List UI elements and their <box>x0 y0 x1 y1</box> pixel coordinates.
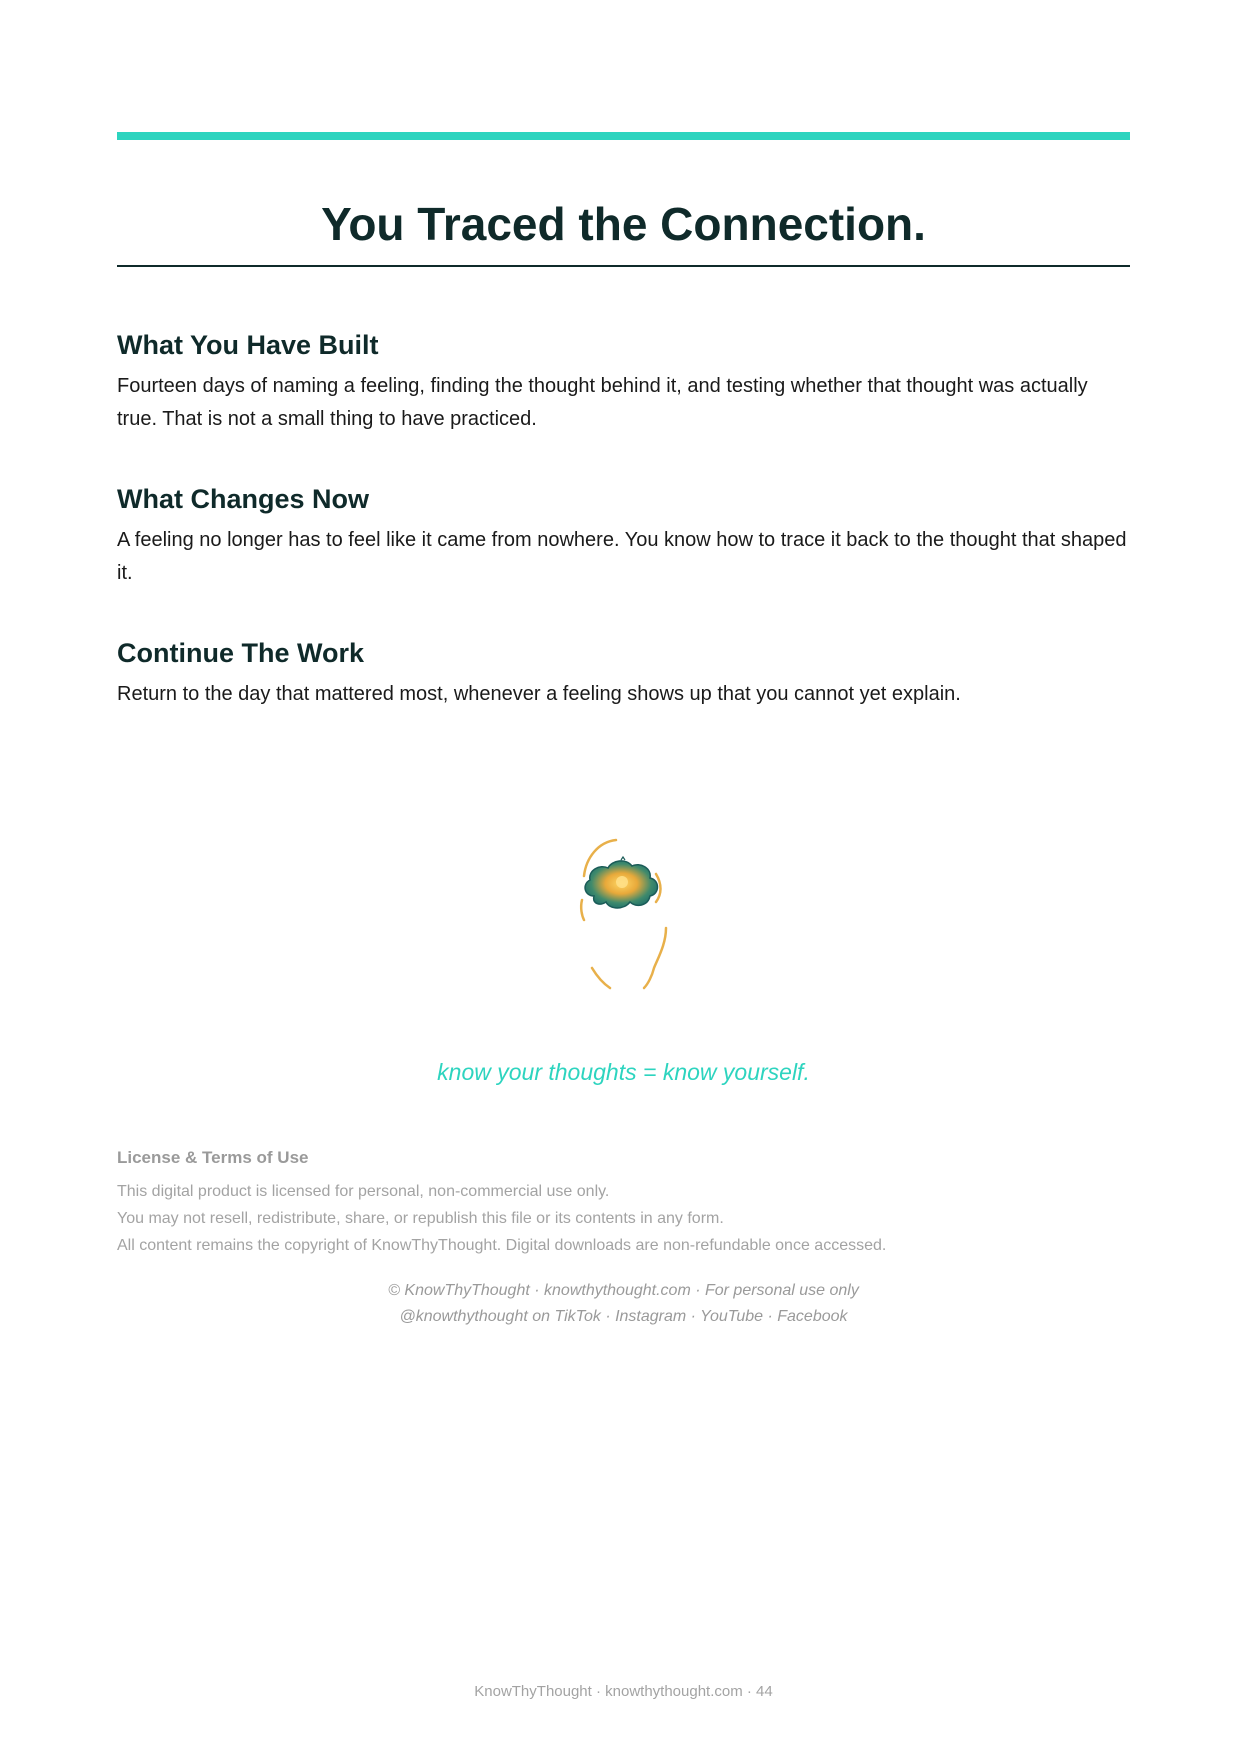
section-body: Fourteen days of naming a feeling, finding the thought behind it, and testing whether that thought was actually true. That is not a small thing to have practiced. <box>117 375 1088 430</box>
section-body: Return to the day that mattered most, whenever a feeling shows up that you cannot yet explain. <box>117 683 961 705</box>
section-heading: Continue The Work <box>117 638 364 668</box>
license-block <box>117 1146 1130 1259</box>
license-heading: License & Terms of Use <box>117 1148 309 1167</box>
accent-bar <box>117 132 1130 140</box>
license-line: All content remains the copyright of KnowThyThought. Digital downloads are non-refundable once accessed. <box>117 1237 887 1254</box>
title-divider <box>117 265 1130 267</box>
copyright-block <box>117 1278 1130 1330</box>
section-what-changes-now <box>117 482 1130 590</box>
tagline: know your thoughts = know yourself. <box>437 1059 810 1085</box>
section-what-you-have-built <box>117 328 1130 436</box>
section-heading: What Changes Now <box>117 484 370 514</box>
section-body: A feeling no longer has to feel like it came from nowhere. You know how to trace it back to the thought that shaped it. <box>117 529 1127 584</box>
license-line: This digital product is licensed for personal, non-commercial use only. <box>117 1183 610 1200</box>
head-with-glowing-cloud-icon <box>568 836 680 994</box>
copyright-line: © KnowThyThought · knowthythought.com · For personal use only <box>388 1282 859 1299</box>
license-line: You may not resell, redistribute, share, or republish this file or its contents in any form. <box>117 1210 724 1227</box>
page-footer: KnowThyThought · knowthythought.com · 44 <box>474 1683 773 1700</box>
section-heading: What You Have Built <box>117 330 379 360</box>
section-continue-the-work <box>117 636 1130 711</box>
license-lines <box>117 1178 1130 1259</box>
social-handles-line: @knowthythought on TikTok · Instagram · YouTube · Facebook <box>399 1308 848 1325</box>
page-title: You Traced the Connection. <box>321 198 926 250</box>
